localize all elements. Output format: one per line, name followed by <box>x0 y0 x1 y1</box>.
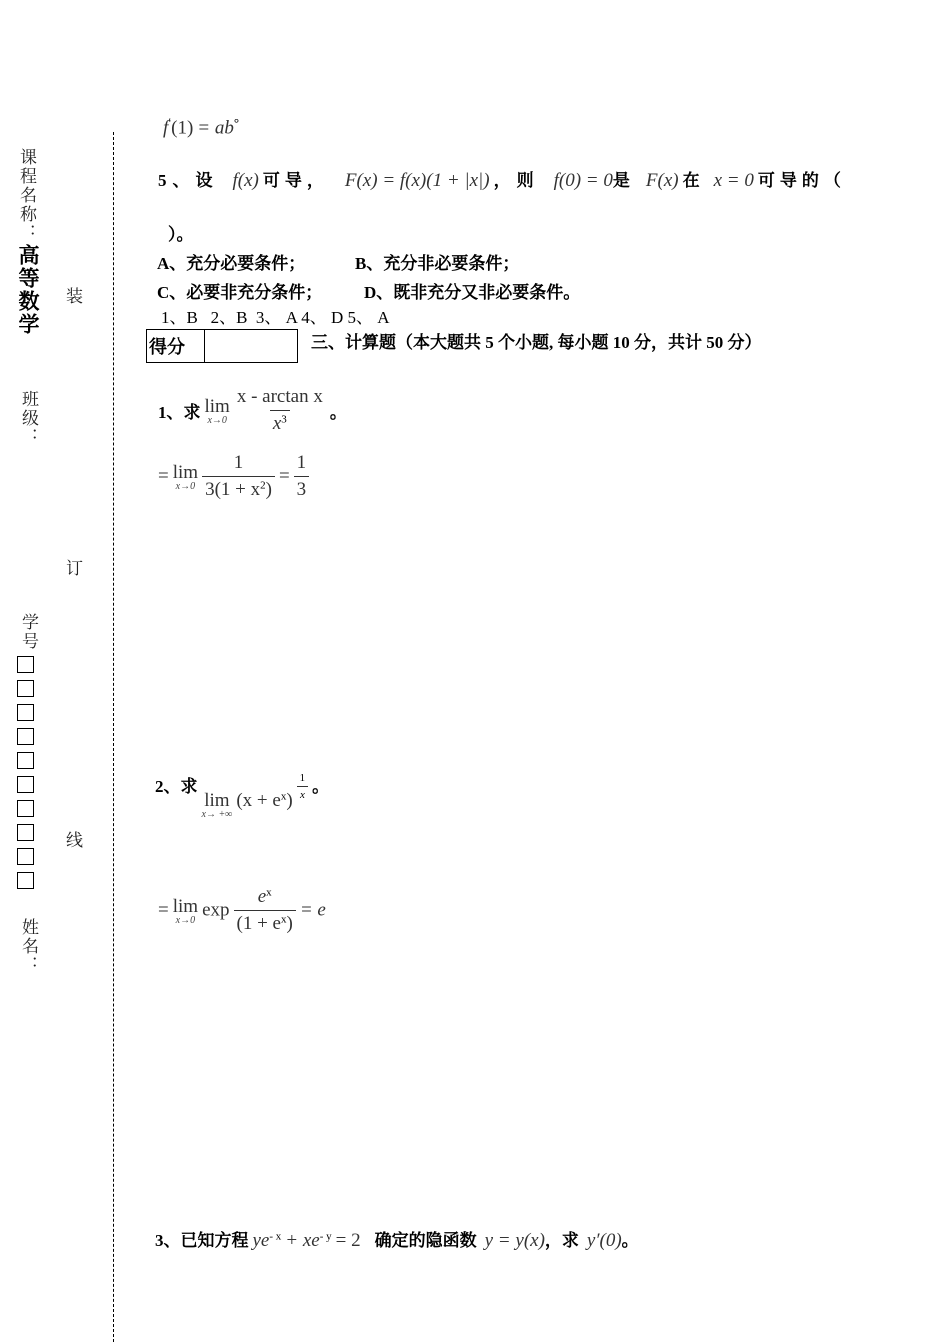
question-5-close: ）。 <box>168 225 194 244</box>
course-label: 课程名称： <box>17 148 36 243</box>
score-label: 得分 <box>147 330 205 363</box>
calc-3: 3、已知方程 $ye^{- x} + xe^{- y} = 2$ 确定的隐函数 y = y(x)，求 y′(0)。 <box>155 1230 639 1251</box>
top-formula: f′(1) = ab° <box>163 115 240 139</box>
score-input[interactable] <box>205 330 298 363</box>
student-id-box[interactable] <box>17 752 34 769</box>
score-table <box>146 329 298 363</box>
student-id-boxes[interactable] <box>17 656 34 889</box>
calc-1-limit: lim x→0 <box>204 395 230 426</box>
course-name: 高等数学 <box>16 244 40 336</box>
calc-2: 2、求 lim x→ +∞ $(x + e^x)$ $\frac{1}{x}$ 。 <box>155 772 330 820</box>
section3-title: 三、计算题（本大题共 5 个小题, 每小题 10 分，共计 50 分） <box>311 333 762 352</box>
calc-1-solution: = lim x→0 $\frac{1}{3(1 + x^2)}$ = $\frac{1}{3}$ <box>158 452 309 501</box>
binding-xian: 线 <box>66 831 83 850</box>
binding-zhuang: 装 <box>66 287 83 306</box>
student-id-box[interactable] <box>17 728 34 745</box>
class-label: 班级： <box>19 390 38 447</box>
student-id-box[interactable] <box>17 800 34 817</box>
student-id-box[interactable] <box>17 872 34 889</box>
binding-ding: 订 <box>66 559 83 578</box>
student-id-box[interactable] <box>17 656 34 673</box>
answer-key: 1、B 2、B 3、 A 4、 D 5、 A <box>161 308 390 327</box>
student-id-box[interactable] <box>17 704 34 721</box>
student-id-box[interactable] <box>17 848 34 865</box>
calc-1: 1、求 lim x→0 $\frac{\text{x - arctan x}}{x^3}$ 。 <box>158 386 347 434</box>
option-c: C、必要非充分条件； <box>157 283 323 302</box>
student-id-label: 学号 <box>19 613 38 651</box>
student-id-box[interactable] <box>17 776 34 793</box>
option-d: D、既非充分又非必要条件。 <box>364 283 581 302</box>
name-label: 姓名： <box>19 918 38 975</box>
option-a: A、充分必要条件； <box>157 254 306 273</box>
student-id-box[interactable] <box>17 680 34 697</box>
student-id-box[interactable] <box>17 824 34 841</box>
calc-2-solution: = lim x→0 exp $\frac{e^x}{(1 + e^x)}$ = e <box>158 886 326 934</box>
question-5: 5、设 f(x) 可导， F(x) = f(x)(1 + |x|) ，则 f(0) = 0是 F(x) 在 x = 0 可导的（ <box>158 170 846 191</box>
option-b: B、充分非必要条件； <box>355 254 520 273</box>
binding-line <box>113 132 114 1342</box>
